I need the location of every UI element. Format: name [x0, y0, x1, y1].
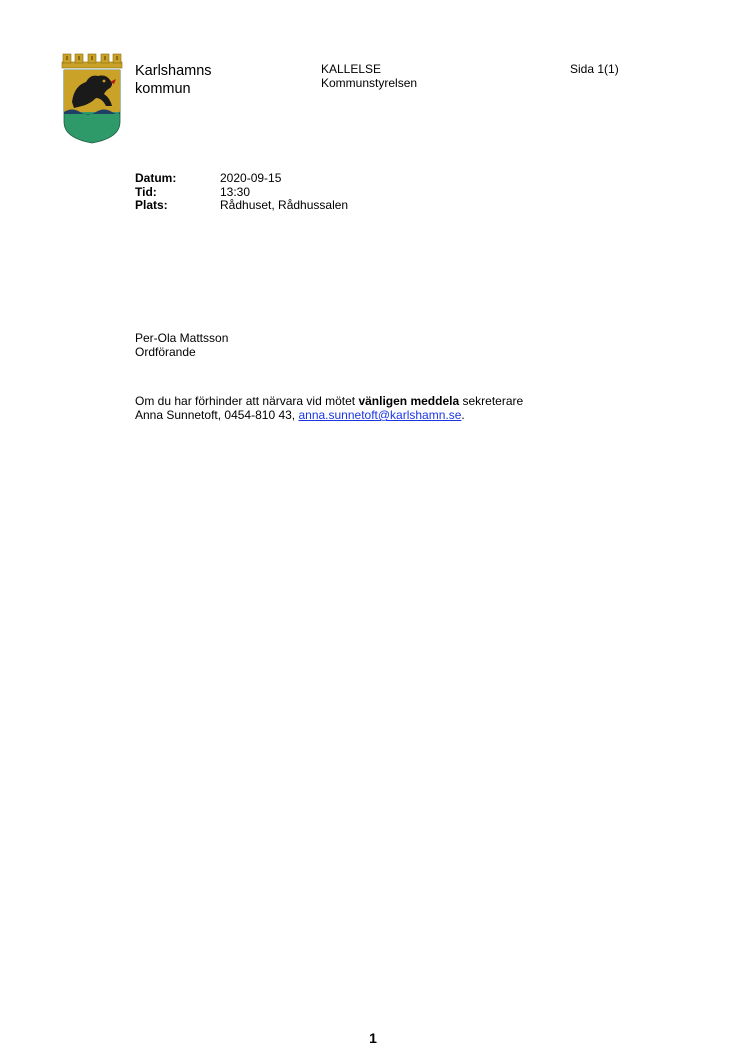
place-value: Rådhuset, Rådhussalen [220, 198, 349, 212]
coat-of-arms-logo [60, 52, 124, 144]
time-label: Tid: [135, 184, 157, 199]
signature-block [135, 331, 228, 359]
date-value: 2020-09-15 [220, 171, 282, 185]
org-name-line2: kommun [135, 81, 191, 97]
notice-line-2 [135, 408, 523, 422]
date-label: Datum: [135, 171, 177, 185]
signer-name: Per-Ola Mattsson [135, 331, 229, 345]
place-label: Plats: [135, 198, 168, 212]
secretary-email-link[interactable]: anna.sunnetoft@karlshamn.se [298, 408, 462, 422]
meeting-details [135, 172, 348, 213]
org-name-line1: Karlshamns [135, 63, 212, 79]
meeting-date-row [135, 172, 348, 186]
signer-title: Ordförande [135, 345, 196, 359]
time-value: 13:30 [220, 184, 251, 199]
page-indicator: Sida 1(1) [570, 62, 619, 76]
absence-notice [135, 394, 523, 422]
document-heading [321, 62, 417, 90]
meeting-place-row [135, 199, 348, 213]
meeting-time-row [135, 186, 348, 200]
notice-text: Om du har förhinder att närvara vid mötet [135, 394, 359, 408]
notice-text-end: sekreterare [459, 394, 524, 408]
document-type: KALLELSE [321, 62, 382, 76]
page-number: 1 [369, 1030, 377, 1046]
organization-name [135, 62, 212, 98]
notice-line-1 [135, 394, 523, 408]
committee-name: Kommunstyrelsen [321, 76, 418, 90]
notice-emphasis: vänligen meddela [358, 394, 460, 408]
notice-period: . [461, 408, 465, 422]
secretary-contact: Anna Sunnetoft, 0454-810 43, [135, 408, 299, 422]
